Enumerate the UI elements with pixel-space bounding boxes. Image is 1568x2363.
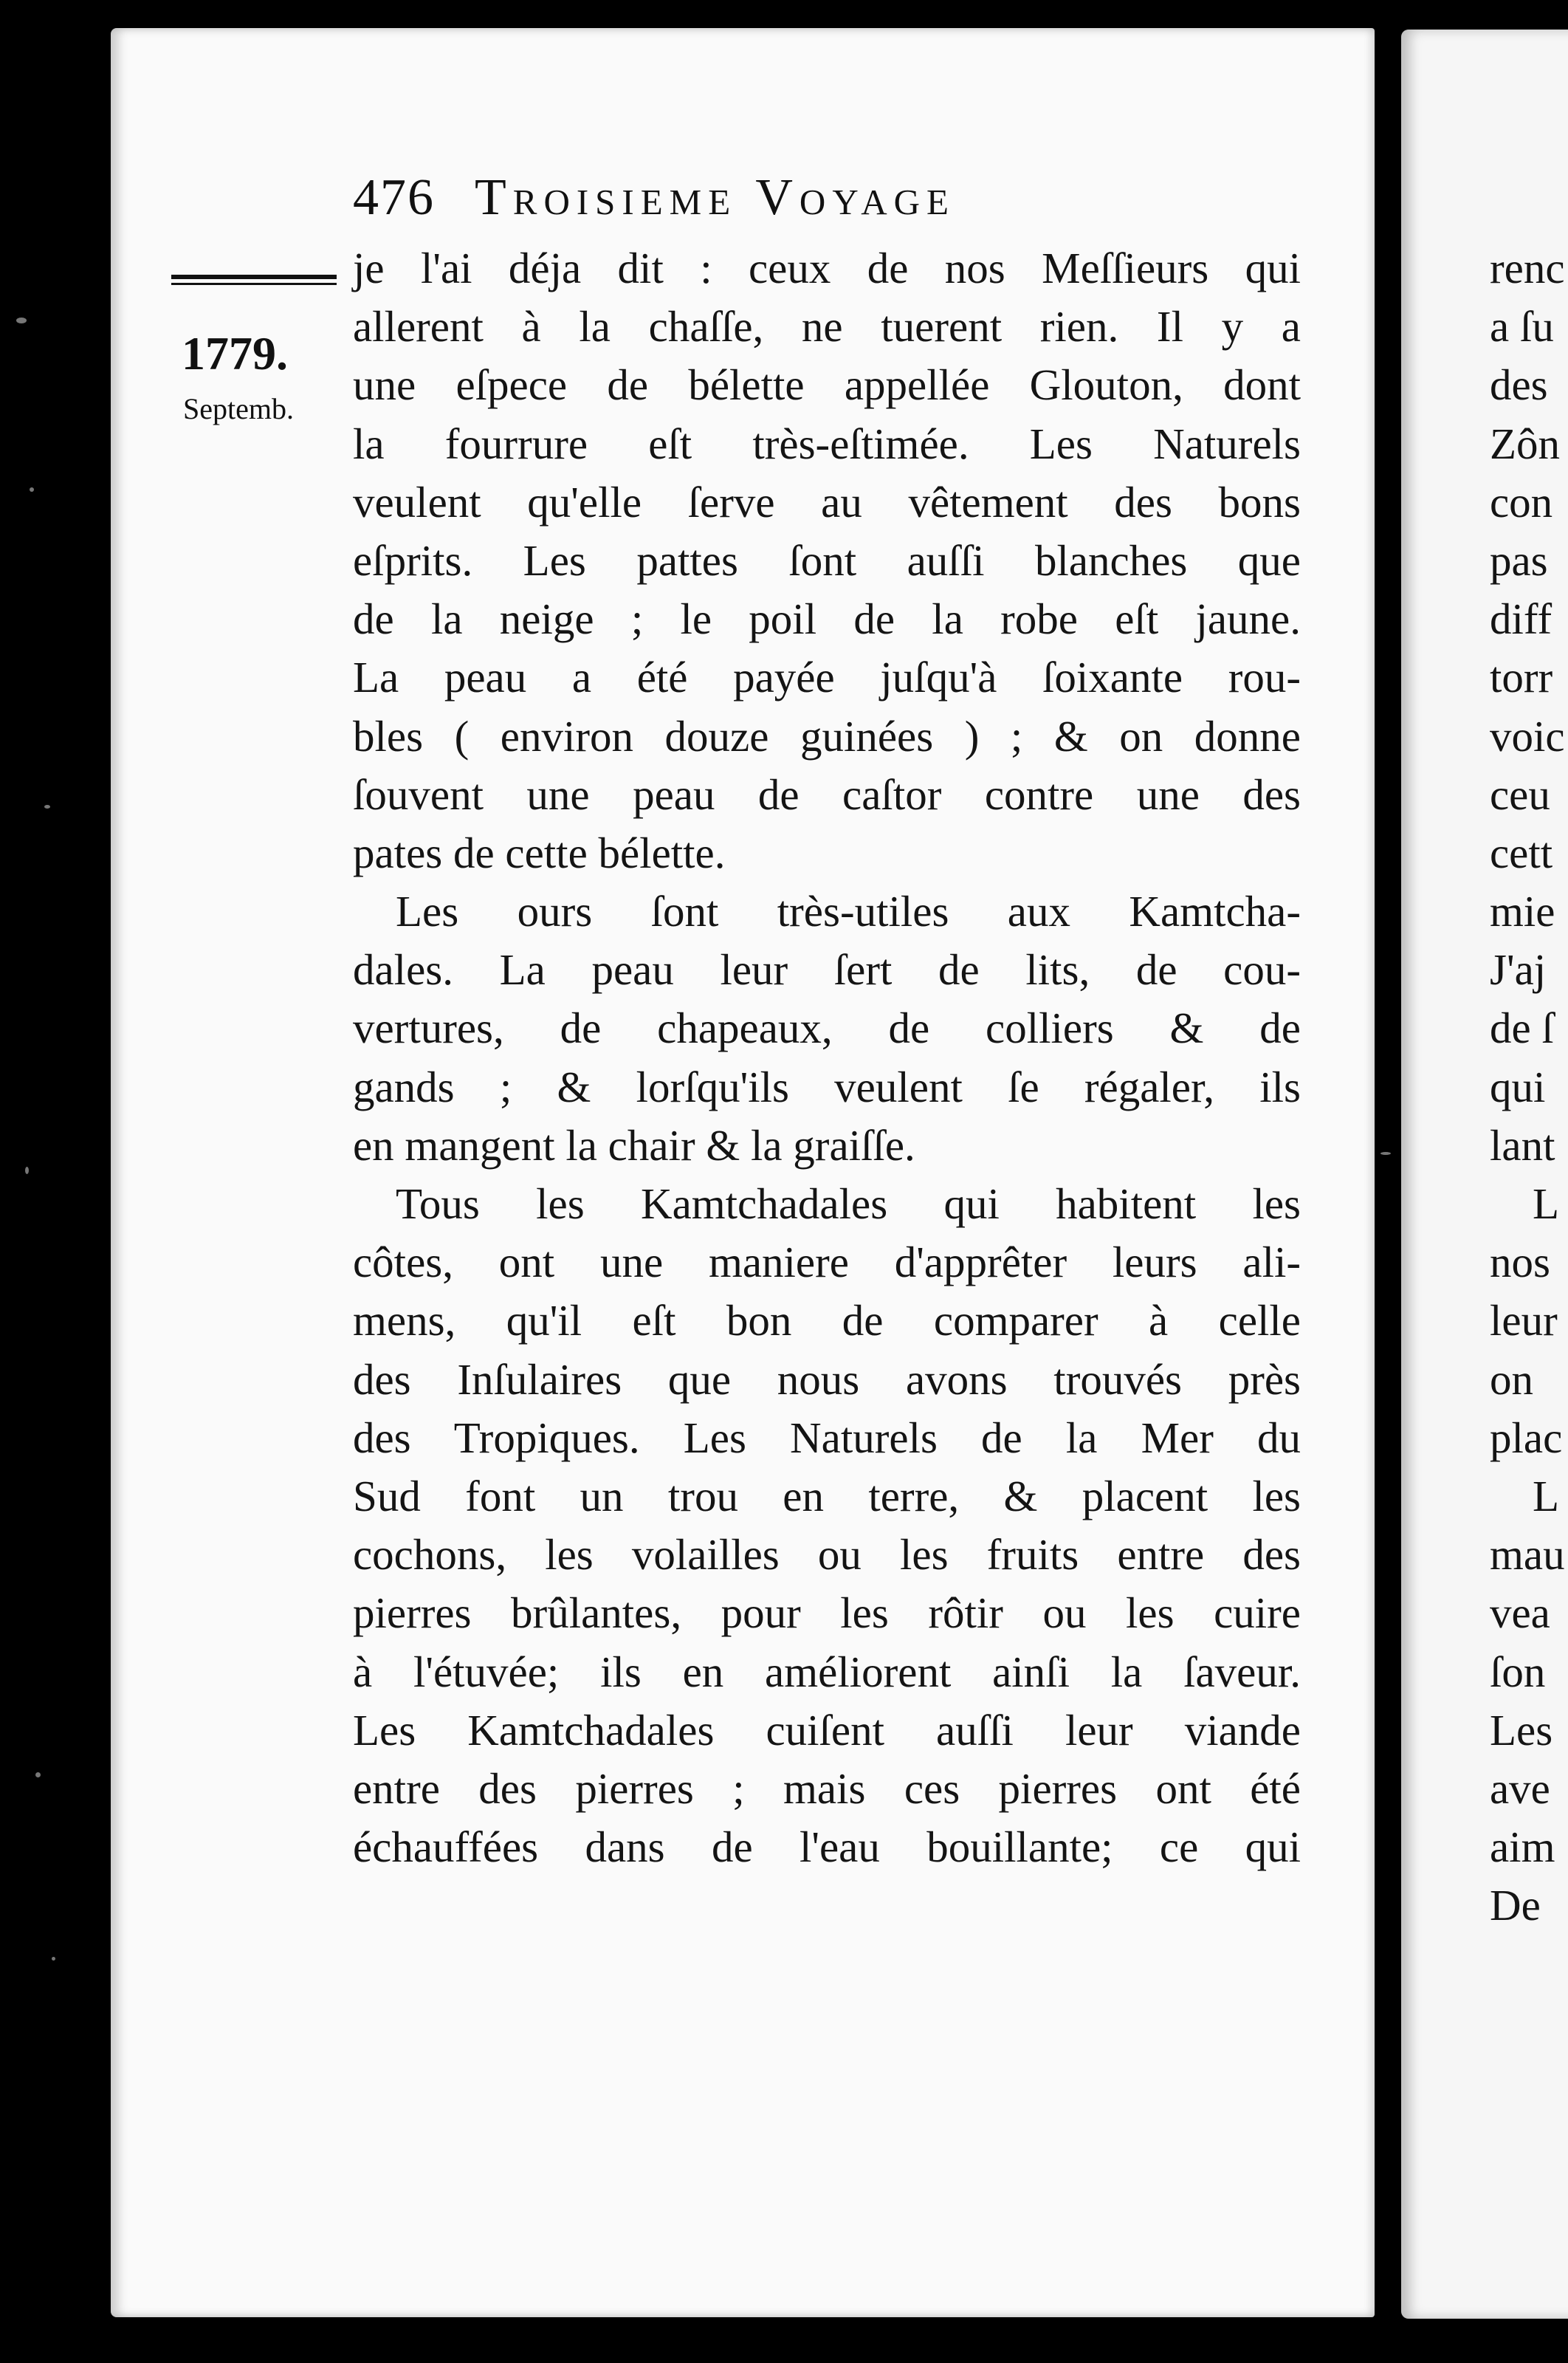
text-line: Les Kamtchadales cuiſent auſſi leur viande	[353, 1705, 1301, 1755]
text-line: à l'étuvée; ils en améliorent ainſi la ſaveur.	[353, 1647, 1301, 1696]
facing-line-fragment: lant	[1490, 1120, 1555, 1170]
text-line: mens, qu'il eſt bon de comparer à celle	[353, 1296, 1301, 1345]
facing-line-fragment: L	[1533, 1471, 1560, 1520]
text-line: bles ( environ douze guinées ) ; & on donne	[353, 711, 1301, 761]
facing-line-fragment: on	[1490, 1354, 1533, 1404]
text-line: Sud font un trou en terre, & placent les	[353, 1471, 1301, 1520]
text-line: côtes, ont une maniere d'apprêter leurs ali-	[353, 1238, 1301, 1287]
text-line: gands ; & lorſqu'ils veulent ſe régaler, ils	[353, 1062, 1301, 1111]
facing-line-fragment: aim	[1490, 1822, 1555, 1872]
text-line: vertures, de chapeaux, de colliers & de	[353, 1004, 1301, 1053]
text-line: échauffées dans de l'eau bouillante; ce qui	[353, 1822, 1301, 1872]
facing-line-fragment: a ſu	[1490, 302, 1554, 351]
text-line: de la neige ; le poil de la robe eſt jaune.	[353, 594, 1301, 644]
running-header	[353, 168, 955, 235]
margin-rule	[171, 275, 337, 285]
page-number: 476	[353, 169, 435, 226]
facing-line-fragment: De	[1490, 1881, 1541, 1930]
facing-line-fragment: L	[1533, 1179, 1560, 1228]
margin-year: 1779.	[182, 327, 288, 380]
facing-line-fragment: mau	[1490, 1530, 1565, 1580]
facing-line-fragment: renc	[1490, 244, 1565, 292]
text-line: en mangent la chair & la graiſſe.	[353, 1120, 915, 1170]
facing-line-fragment: vea	[1490, 1588, 1550, 1638]
facing-line-fragment: plac	[1490, 1413, 1563, 1462]
facing-line-fragment: diff	[1490, 594, 1552, 644]
text-line: veulent qu'elle ſerve au vêtement des bons	[353, 477, 1301, 527]
text-line: des Tropiques. Les Naturels de la Mer du	[353, 1413, 1301, 1462]
facing-line-fragment: cett	[1490, 828, 1553, 877]
facing-line-fragment: Zôn	[1490, 419, 1561, 468]
facing-line-fragment: des	[1490, 360, 1548, 410]
facing-line-fragment: ceu	[1490, 769, 1550, 819]
facing-line-fragment: de ſ	[1490, 1004, 1554, 1053]
facing-line-fragment: Les	[1490, 1705, 1553, 1755]
text-line: pates de cette bélette.	[353, 828, 726, 877]
text-line: entre des pierres ; mais ces pierres ont été	[353, 1763, 1301, 1813]
text-line: des Inſulaires que nous avons trouvés près	[353, 1354, 1301, 1404]
facing-line-fragment: pas	[1490, 535, 1548, 585]
text-line: une eſpece de bélette appellée Glouton, dont	[353, 360, 1301, 410]
facing-line-fragment: torr	[1490, 653, 1553, 702]
text-line: je l'ai déja dit : ceux de nos Meſſieurs qui	[353, 244, 1301, 292]
text-line: allerent à la chaſſe, ne tuerent rien. Il y a	[353, 302, 1301, 351]
text-line: Les ours ſont très-utiles aux Kamtcha-	[396, 887, 1301, 936]
facing-line-fragment: leur	[1490, 1296, 1558, 1345]
facing-page-text	[1490, 239, 1568, 1935]
body-text	[353, 239, 1301, 1876]
text-line: ſouvent une peau de caſtor contre une des	[353, 769, 1301, 819]
text-line: cochons, les volailles ou les fruits entre des	[353, 1530, 1301, 1580]
facing-line-fragment: mie	[1490, 887, 1555, 936]
facing-line-fragment: ſon	[1490, 1647, 1546, 1696]
text-line: La peau a été payée juſqu'à ſoixante rou-	[353, 653, 1301, 702]
text-line: Tous les Kamtchadales qui habitent les	[396, 1179, 1301, 1228]
text-line: eſprits. Les pattes ſont auſſi blanches que	[353, 535, 1301, 585]
facing-line-fragment: qui	[1490, 1062, 1546, 1111]
text-line: la fourrure eſt très-eſtimée. Les Naturels	[353, 419, 1301, 468]
margin-month: Septemb.	[183, 392, 294, 425]
facing-line-fragment: voic	[1490, 711, 1565, 761]
facing-line-fragment: nos	[1490, 1238, 1550, 1287]
facing-line-fragment: con	[1490, 477, 1553, 527]
running-title: Troisieme Voyage	[475, 169, 955, 226]
text-line: dales. La peau leur ſert de lits, de cou-	[353, 945, 1301, 995]
text-line: pierres brûlantes, pour les rôtir ou les cuire	[353, 1588, 1301, 1638]
facing-line-fragment: ave	[1490, 1763, 1550, 1813]
facing-line-fragment: J'aj	[1490, 945, 1547, 995]
